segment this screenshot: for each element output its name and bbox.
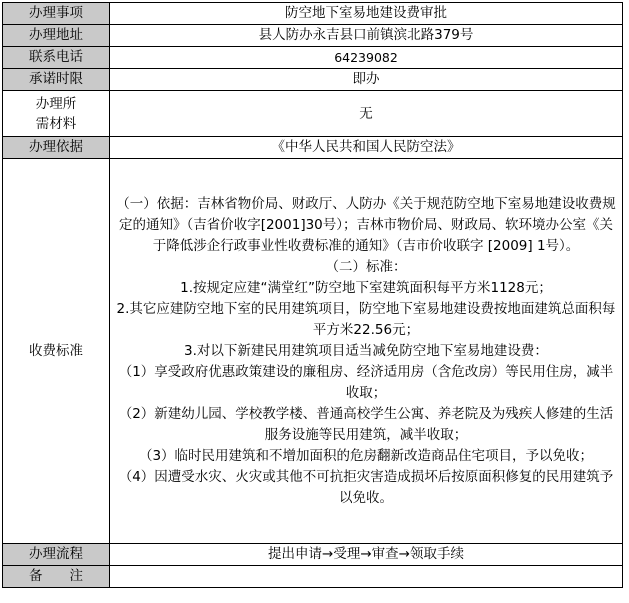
label-fee: 收费标准 <box>3 159 110 544</box>
label-item: 办理事项 <box>3 3 110 25</box>
row-process <box>3 544 623 566</box>
label-materials <box>3 91 110 137</box>
label-time-limit: 承诺时限 <box>3 69 110 91</box>
row-item <box>3 3 623 25</box>
row-basis <box>3 137 623 159</box>
label-process: 办理流程 <box>3 544 110 566</box>
fee-line-standard-3: 3.对以下新建民用建筑项目适当减免防空地下室易地建设费： <box>184 342 548 359</box>
fee-line-exemption-4: （4）因遭受水灾、火灾或其他不可抗拒灾害造成损坏后按原面积修复的民用建筑予以免收。 <box>118 468 614 506</box>
fee-line-exemption-3: （3）临时民用建筑和不增加面积的危房翻新改造商品住宅项目，予以免收； <box>138 447 594 464</box>
label-materials-line2: 需材料 <box>35 115 77 132</box>
fee-line-basis: （一）依据：吉林省物价局、财政厅、人防办《关于规范防空地下室易地建设收费规定的通知》（吉省价收字[2001]30号）；吉林市物价局、财政局、软环境办公室《关于降低涉企行政事业性收费标准的通知》（吉市价收联字 [2009] 1号）。 <box>116 195 616 254</box>
label-basis: 办理依据 <box>3 137 110 159</box>
fee-line-exemption-1: （1）享受政府优惠政策建设的廉租房、经济适用房（含危改房）等民用住房，减半收取； <box>118 363 614 401</box>
row-address <box>3 25 623 47</box>
row-materials <box>3 91 623 137</box>
value-fee <box>110 159 623 544</box>
fee-line-standard-2: 2.其它应建防空地下室的民用建筑项目，防空地下室易地建设费按地面建筑总面积每平方米22.56元； <box>116 300 616 338</box>
service-info-table <box>2 2 623 588</box>
row-time-limit <box>3 69 623 91</box>
row-remarks <box>3 566 623 588</box>
fee-line-exemption-2: （2）新建幼儿园、学校教学楼、普通高校学生公寓、养老院及为残疾人修建的生活服务设施等民用建筑，减半收取； <box>118 405 614 443</box>
row-phone <box>3 47 623 69</box>
row-fee <box>3 159 623 544</box>
value-remarks <box>110 566 623 588</box>
value-materials: 无 <box>110 91 623 137</box>
value-time-limit: 即办 <box>110 69 623 91</box>
label-materials-line1: 办理所 <box>35 95 77 112</box>
value-address: 县人防办永吉县口前镇滨北路379号 <box>110 25 623 47</box>
label-address: 办理地址 <box>3 25 110 47</box>
label-phone: 联系电话 <box>3 47 110 69</box>
value-phone: 64239082 <box>110 47 623 69</box>
value-basis: 《中华人民共和国人民防空法》 <box>110 137 623 159</box>
fee-line-standard-1: 1.按规定应建“满堂红”防空地下室建筑面积每平方米1128元； <box>180 279 552 296</box>
value-item: 防空地下室易地建设费审批 <box>110 3 623 25</box>
value-process: 提出申请→受理→审查→领取手续 <box>110 544 623 566</box>
service-info-table-wrapper <box>2 2 623 588</box>
fee-line-standard-heading: （二）标准： <box>325 258 407 275</box>
label-remarks: 备 注 <box>3 566 110 588</box>
